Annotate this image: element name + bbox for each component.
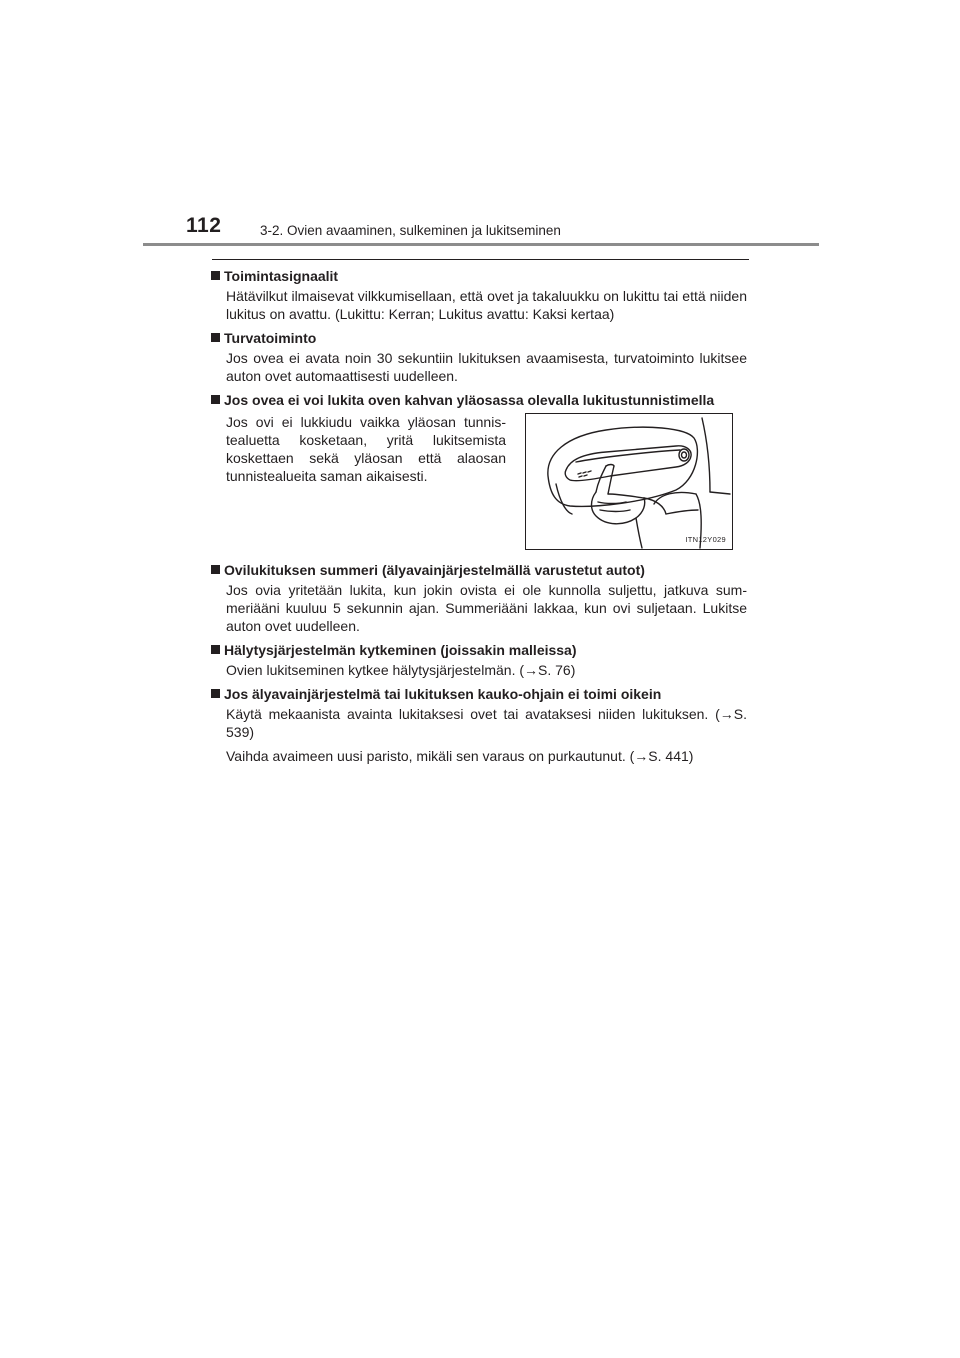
bullet-square-icon: [211, 565, 220, 574]
paragraph: Jos ovi ei lukkiudu vaikka yläosan tunnis-tealuetta kosketaan, yritä lukitsemista koskettaen sekä yläosan että alaosan tunnistealueita saman aikaisesti.: [226, 414, 506, 484]
door-handle-illustration: [525, 413, 733, 550]
section-alyavain-vika: [211, 685, 747, 765]
section-toimintasignaalit: [211, 267, 747, 323]
paragraph: Jos ovea ei avata noin 30 sekuntiin lukituksen avaamisesta, turvatoiminto lukitsee auton ovet automaattisesti uudelleen.: [226, 350, 747, 384]
paragraph: Käytä mekaanista avainta lukitaksesi ovet tai avataksesi niiden lukituksen. (→S. 539): [226, 706, 747, 740]
bullet-square-icon: [211, 645, 220, 654]
figure-code: ITN12Y029: [685, 535, 726, 544]
section-halytysjarjestelma: [211, 641, 747, 679]
page-number: 112: [186, 214, 222, 237]
content: [211, 267, 747, 765]
paragraph: Vaihda avaimeen uusi paristo, mikäli sen varaus on purkautunut. (→S. 441): [226, 748, 694, 764]
section-lukitustunnistin: [211, 391, 747, 561]
paragraph: Jos ovia yritetään lukita, kun jokin ovista ei ole kunnolla suljettu, jatkuva sum-meriääni kuuluu 5 sekunnin ajan. Summeriääni lakkaa, kun ovi suljetaan. Lukitse auton ovet uudelleen.: [226, 582, 747, 634]
section-title: 3-2. Ovien avaaminen, sulkeminen ja lukitseminen: [260, 223, 561, 238]
section-heading: Jos älyavainjärjestelmä tai lukituksen kauko-ohjain ei toimi oikein: [211, 685, 747, 703]
section-heading: Turvatoiminto: [211, 329, 747, 347]
paragraph: Hätävilkut ilmaisevat vilkkumisellaan, että ovet ja takaluukku on lukittu tai että niiden lukitus on avattu. (Lukittu: Kerran; Lukitus avattu: Kaksi kertaa): [226, 288, 747, 322]
bullet-square-icon: [211, 333, 220, 342]
section-ovilukituksen-summeri: [211, 561, 747, 635]
text-with-figure: [211, 411, 747, 561]
section-heading: Ovilukituksen summeri (älyavainjärjestelmällä varustetut autot): [211, 561, 747, 579]
bullet-square-icon: [211, 395, 220, 404]
bullet-square-icon: [211, 271, 220, 280]
section-rule: [212, 259, 749, 260]
section-heading: Jos ovea ei voi lukita oven kahvan yläosassa olevalla lukitustunnistimella: [211, 391, 747, 409]
section-heading: Hälytysjärjestelmän kytkeminen (joissakin malleissa): [211, 641, 747, 659]
section-turvatoiminto: [211, 329, 747, 385]
paragraph: Ovien lukitseminen kytkee hälytysjärjestelmän. (→S. 76): [226, 662, 576, 678]
door-handle-drawing-icon: [526, 414, 732, 549]
header-rule: [143, 243, 819, 246]
bullet-square-icon: [211, 689, 220, 698]
section-heading: Toimintasignaalit: [211, 267, 747, 285]
